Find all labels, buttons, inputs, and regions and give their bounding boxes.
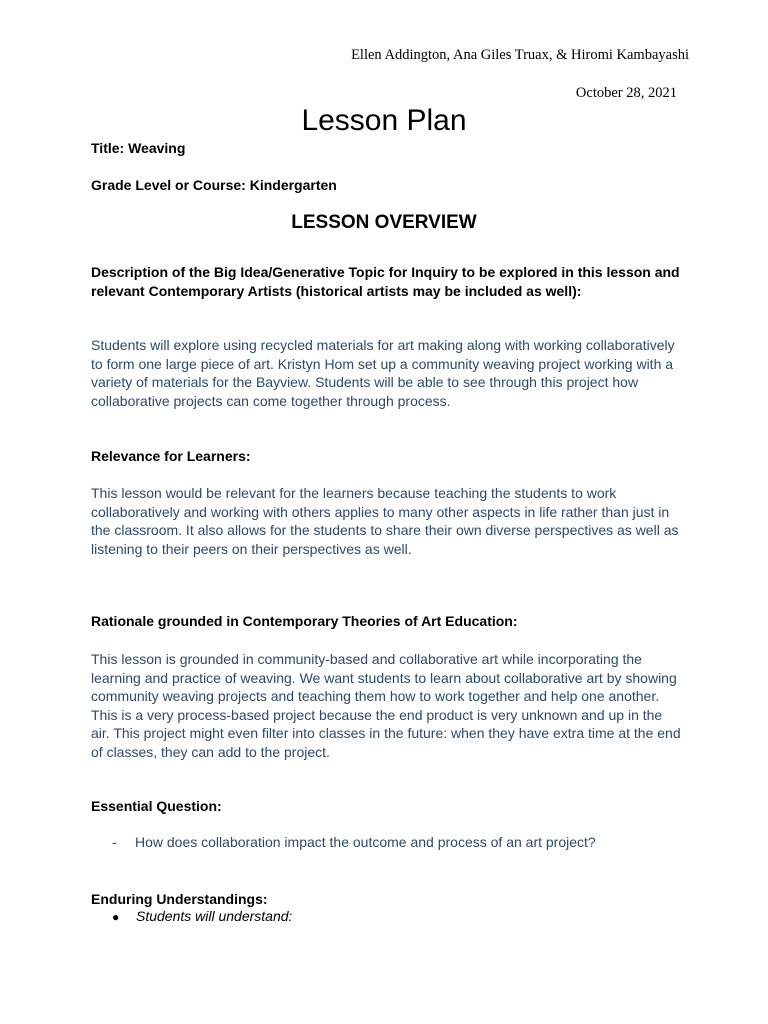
document-date: October 28, 2021 — [575, 85, 677, 101]
enduring-understandings-text: Students will understand: — [136, 908, 293, 924]
dash-marker: - — [112, 834, 117, 850]
authors-line: Ellen Addington, Ana Giles Truax, & Hiromi Kambayashi — [351, 47, 689, 63]
rationale-body: This lesson is grounded in community-based and collaborative art while incorporating the learning and practice of weaving. We want students to learn about collaborative art by showing community weaving projects and teaching them how to work together and help one another. This is a very process-based project because the end product is very unknown and up in the air. This project might even filter into classes in the future: when they have extra time at the end of classes, they can add to the project. — [91, 651, 681, 760]
big-idea-heading: Description of the Big Idea/Generative Topic for Inquiry to be explored in this lesson and relevant Contemporary Artists (historical artists may be included as well): — [91, 264, 680, 299]
relevance-body: This lesson would be relevant for the learners because teaching the students to work collaboratively and working with others applies to many other aspects in life rather than just in the classroom. It also allows for the students to share their own diverse perspectives as well as listening to their peers on their perspectives as well. — [91, 485, 679, 557]
enduring-understandings-item — [112, 908, 292, 924]
essential-question-item — [112, 834, 672, 850]
relevance-heading: Relevance for Learners: — [91, 448, 251, 464]
lesson-overview-heading: LESSON OVERVIEW — [291, 212, 477, 233]
rationale-heading: Rationale grounded in Contemporary Theories of Art Education: — [91, 613, 518, 629]
big-idea-body: Students will explore using recycled materials for art making along with working collaboratively to form one large piece of art. Kristyn Hom set up a community weaving project working with a variety of materials for the Bayview. Students will be able to see through this project how collaborative projects can come together through process. — [91, 337, 675, 409]
page-title: Lesson Plan — [301, 104, 467, 137]
grade-level: Grade Level or Course: Kindergarten — [91, 177, 337, 193]
bullet-icon: ● — [112, 910, 120, 924]
essential-question-heading: Essential Question: — [91, 798, 222, 814]
enduring-understandings-heading: Enduring Understandings: — [91, 891, 268, 907]
lesson-title: Title: Weaving — [91, 140, 186, 156]
essential-question-text: How does collaboration impact the outcome and process of an art project? — [135, 834, 596, 850]
